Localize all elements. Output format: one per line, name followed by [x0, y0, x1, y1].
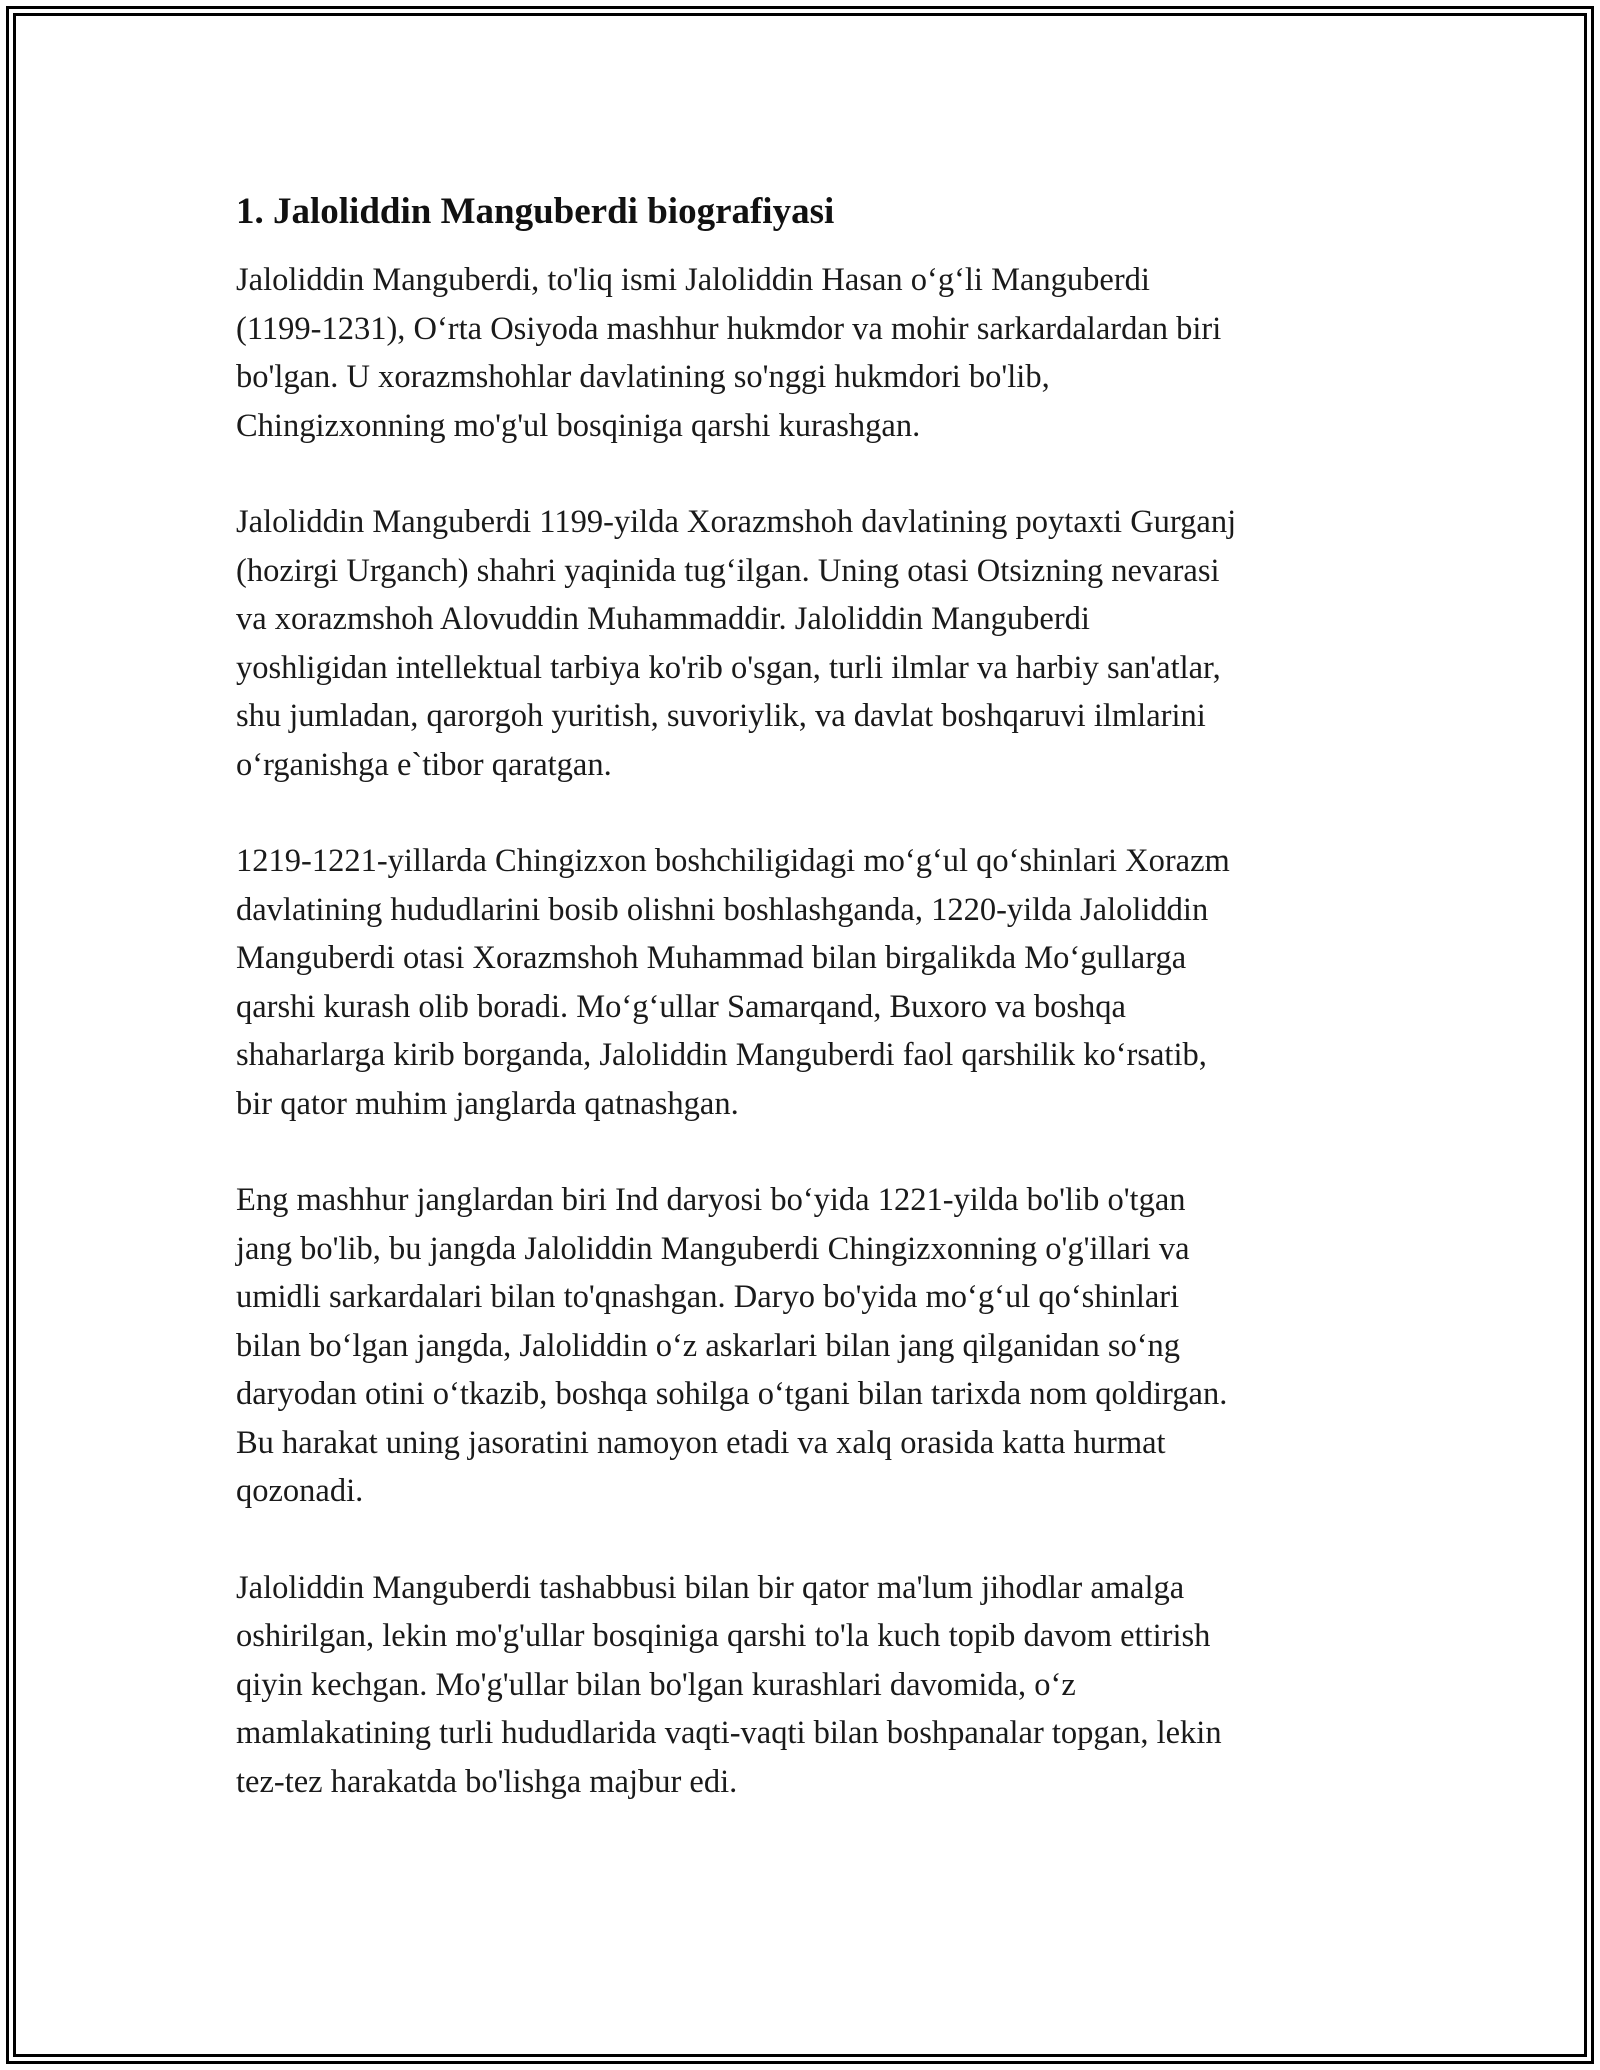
paragraph-later-years: Jaloliddin Manguberdi tashabbusi bilan bir qator ma'lum jihodlar amalga oshirilgan, lekin mo'g'ullar bosqiniga qarshi to'la kuch topib davom ettirish qiyin kechgan. Mo'g'ullar bilan bo'lgan kurashlari davomida, o‘z mamlakatining turli hududlarida vaqti-vaqti bilan boshpanalar topgan, lekin tez-tez harakatda bo'lishga majbur edi. — [236, 1569, 1222, 1800]
paragraph-invasion: 1219-1221-yillarda Chingizxon boshchiligidagi mo‘g‘ul qo‘shinlari Xorazm davlatining hududlarini bosib olishni boshlashganda, 1220-yilda Jaloliddin Manguberdi otasi Xorazmshoh Muhammad bilan birgalikda Mo‘gullarga qarshi kurash olib boradi. Mo‘g‘ullar Samarqand, Buxoro va boshqa shaharlarga kirib borganda, Jaloliddin Manguberdi faol qarshilik ko‘rsatib, bir qator muhim janglarda qatnashgan. — [236, 843, 1230, 1122]
document-body — [236, 188, 1376, 1854]
section-heading: 1. Jaloliddin Manguberdi biografiyasi — [236, 191, 835, 232]
paragraph-intro: Jaloliddin Manguberdi, to'liq ismi Jaloliddin Hasan o‘g‘li Manguberdi (1199-1231), O‘rta Osiyoda mashhur hukmdor va mohir sarkardalardan biri bo'lgan. U xorazmshohlar davlatining so'nggi hukmdori bo'lib, Chingizxonning mo'g'ul bosqiniga qarshi kurashgan. — [236, 262, 1222, 444]
paragraph-birth: Jaloliddin Manguberdi 1199-yilda Xorazmshoh davlatining poytaxti Gurganj (hozirgi Urganch) shahri yaqinida tug‘ilgan. Uning otasi Otsizning nevarasi va xorazmshoh Alovuddin Muhammaddir. Jaloliddin Manguberdi yoshligidan intellektual tarbiya ko'rib o'sgan, turli ilmlar va harbiy san'atlar, shu jumladan, qarorgoh yuritish, suvoriylik, va davlat boshqaruvi ilmlarini o‘rganishga e`tibor qaratgan. — [236, 504, 1237, 783]
paragraph-indus-battle: Eng mashhur janglardan biri Ind daryosi bo‘yida 1221-yilda bo'lib o'tgan jang bo'lib, bu jangda Jaloliddin Manguberdi Chingizxonning o'g'illari va umidli sarkardalari bilan to'qnashgan. Daryo bo'yida mo‘g‘ul qo‘shinlari bilan bo‘lgan jangda, Jaloliddin o‘z askarlari bilan jang qilganidan so‘ng daryodan otini o‘tkazib, boshqa sohilga o‘tgani bilan tarixda nom qoldirgan. Bu harakat uning jasoratini namoyon etadi va xalq orasida katta hurmat qozonadi. — [236, 1182, 1228, 1509]
